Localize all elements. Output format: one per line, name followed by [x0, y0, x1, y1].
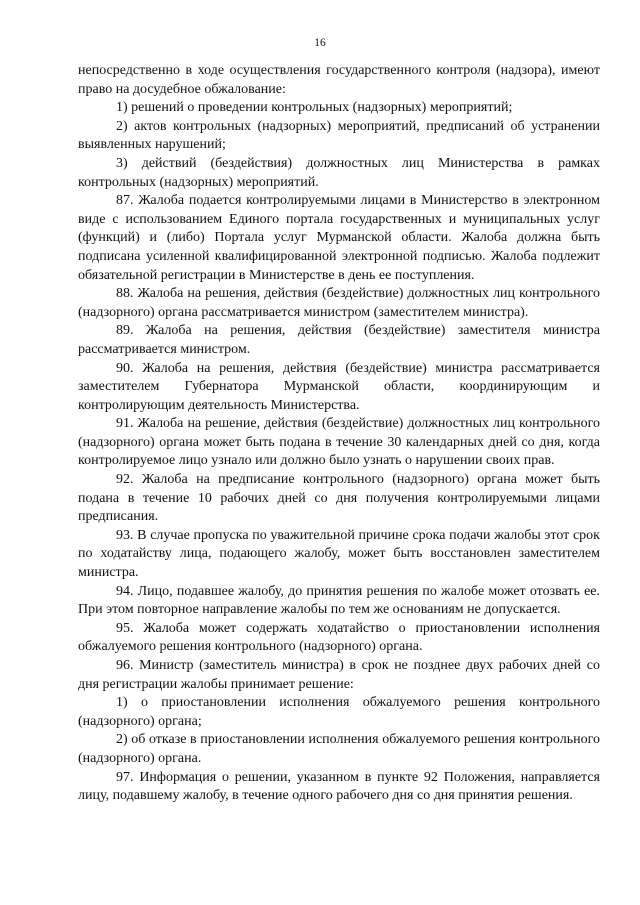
paragraph-87: 87. Жалоба подается контролируемыми лицами в Министерство в электронном виде с использованием Единого портала государственных и муниципальных услуг (функций) и (либо) Портала услуг Мурманской области. Жалоба должна быть подписана усиленной квалифицированной электронной подписью. Жалоба подлежит обязательной регистрации в Министерстве в день ее поступления.: [78, 193, 600, 283]
paragraph-96-item-1: 1) о приостановлении исполнения обжалуемого решения контрольного (надзорного) органа;: [78, 695, 600, 729]
paragraph-91: 91. Жалоба на решение, действия (бездействие) должностных лиц контрольного (надзорного) органа может быть подана в течение 30 календарных дней со дня, когда контролируемое лицо узнало или должно было узнать о нарушении своих прав.: [78, 416, 600, 469]
paragraph-93: 93. В случае пропуска по уважительной причине срока подачи жалобы этот срок по ходатайству лица, подающего жалобу, может быть восстановлен заместителем министра.: [78, 527, 600, 581]
paragraph-89: 89. Жалоба на решения, действия (бездействие) заместителя министра рассматривается министром.: [78, 323, 600, 357]
paragraph-95: 95. Жалоба может содержать ходатайство о приостановлении исполнения обжалуемого решения контрольного (надзорного) органа.: [78, 620, 600, 655]
paragraph-94: 94. Лицо, подавшее жалобу, до принятия решения по жалобе может отозвать ее. При этом повторное направление жалобы по тем же основаниям не допускается.: [78, 583, 600, 618]
paragraph-97: 97. Информация о решении, указанном в пункте 92 Положения, направляется лицу, подавшему жалобу, в течение одного рабочего дня со дня принятия решения.: [78, 769, 600, 804]
paragraph-intro-continued: непосредственно в ходе осуществления государственного контроля (надзора), имеют право на досудебное обжалование:: [78, 63, 600, 97]
document-body: [78, 62, 600, 806]
paragraph-88: 88. Жалоба на решения, действия (бездействие) должностных лиц контрольного (надзорного) органа рассматривается министром (заместителем министра).: [78, 286, 600, 320]
paragraph-96: 96. Министр (заместитель министра) в срок не позднее двух рабочих дней со дня регистрации жалобы принимает решение:: [78, 658, 600, 692]
paragraph-90: 90. Жалоба на решения, действия (бездействие) министра рассматривается заместителем Губернатора Мурманской области, координирующим и контролирующим деятельность Министерства.: [78, 360, 600, 413]
list-item-1: 1) решений о проведении контрольных (надзорных) мероприятий;: [116, 100, 513, 116]
list-item-3: 3) действий (бездействия) должностных лиц Министерства в рамках контрольных (надзорных) мероприятий.: [78, 155, 600, 190]
list-item-2: 2) актов контрольных (надзорных) мероприятий, предписаний об устранении выявленных нарушений;: [78, 118, 600, 153]
page-number: 16: [314, 37, 326, 49]
paragraph-96-item-2: 2) об отказе в приостановлении исполнения обжалуемого решения контрольного (надзорного) органа.: [78, 732, 600, 766]
paragraph-92: 92. Жалоба на предписание контрольного (надзорного) органа может быть подана в течение 10 рабочих дней со дня получения контролируемыми лицами предписания.: [78, 472, 600, 525]
